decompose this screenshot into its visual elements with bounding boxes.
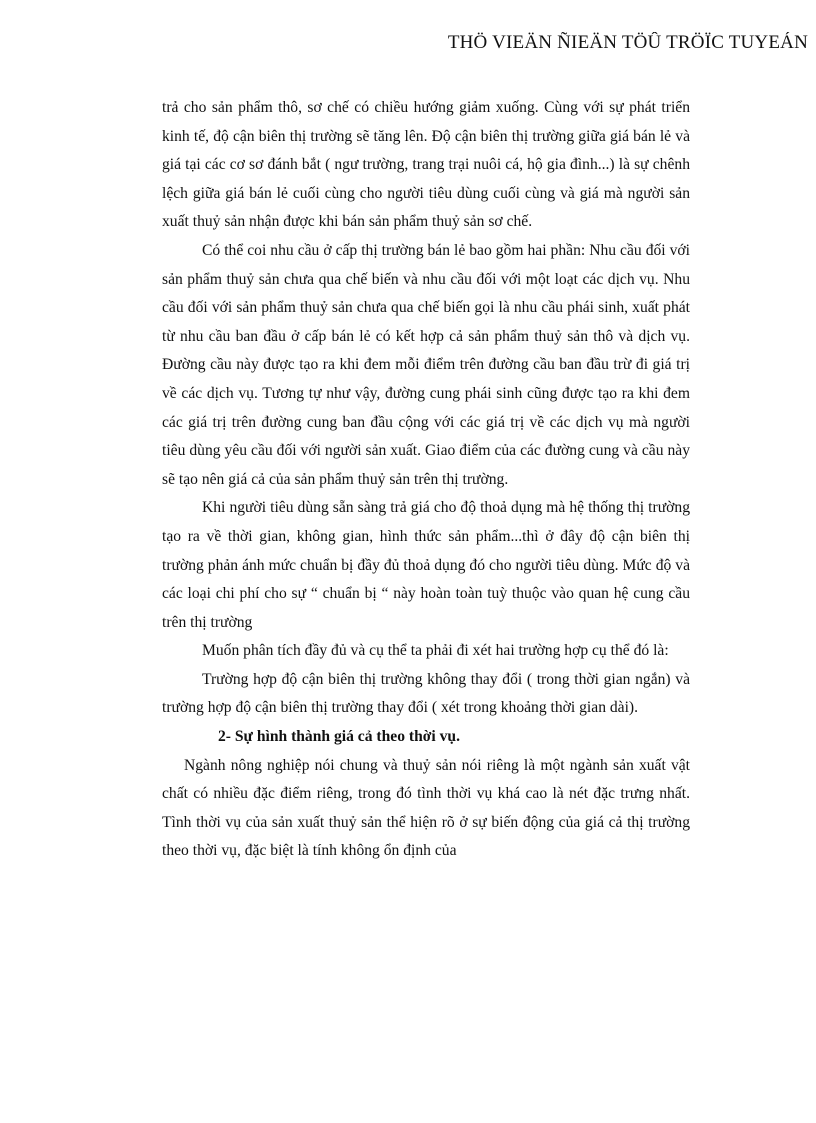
document-body bbox=[162, 94, 690, 866]
paragraph-analysis-intro: Muốn phân tích đầy đủ và cụ thể ta phải đi xét hai trường hợp cụ thể đó là: bbox=[202, 642, 669, 660]
paragraph-continuation: trả cho sản phẩm thô, sơ chế có chiều hướng giảm xuống. Cùng với sự phát triển kinh tế, độ cận biên thị trường sẽ tăng lên. Độ cận biên thị trường giữa giá bán lẻ và giá tại các cơ sơ đánh bắt ( ngư trường, trang trại nuôi cá, hộ gia đình...) là sự chênh lệch giữa giá bán lẻ cuối cùng cho người tiêu dùng cuối cùng và giá mà người sản xuất thuỷ sản nhận được khi bán sản phẩm thuỷ sản sơ chế. bbox=[162, 99, 690, 231]
paragraph-consumer-utility: Khi người tiêu dùng sẵn sàng trả giá cho độ thoả dụng mà hệ thống thị trường tạo ra về thời gian, không gian, hình thức sản phẩm...thì ở đây độ cận biên thị trường phản ánh mức chuẩn bị đầy đủ thoả dụng đó cho người tiêu dùng. Mức độ và các loại chi phí cho sự “ chuẩn bị “ này hoàn toàn tuỳ thuộc vào quan hệ cung cầu trên thị trường bbox=[162, 499, 690, 631]
paragraph-seasonality: Ngành nông nghiệp nói chung và thuỷ sản nói riêng là một ngành sản xuất vật chất có nhiều đặc điểm riêng, trong đó tình thời vụ khá cao là nét đặc trưng nhất. Tình thời vụ của sản xuất thuỷ sản thể hiện rõ ở sự biến động của giá cả thị trường theo thời vụ, đặc biệt là tính không ổn định của bbox=[162, 756, 690, 860]
page-header: THÖ VIEÄN ÑIEÄN TÖÛ TRÖÏC TUYEÁN bbox=[447, 32, 808, 53]
section-heading: 2- Sự hình thành giá cả theo thời vụ. bbox=[218, 728, 460, 746]
paragraph-demand-retail: Có thể coi nhu cầu ở cấp thị trường bán lẻ bao gồm hai phần: Nhu cầu đối với sản phẩm thuỷ sản chưa qua chế biến và nhu cầu đối với một loạt các dịch vụ. Nhu cầu đối với sản phẩm thuỷ sản chưa qua chế biến gọi là nhu cầu phái sinh, xuất phát từ nhu cầu ban đầu ở cấp bán lẻ có kết hợp cả sản phẩm thuỷ sản thô và dịch vụ. Đường cầu này được tạo ra khi đem mỗi điểm trên đường cầu ban đầu trừ đi giá trị về các dịch vụ. Tương tự như vậy, đường cung phái sinh cũng được tạo ra khi đem các giá trị trên đường cung ban đầu cộng với các giá trị về các dịch vụ mà người tiêu dùng yêu cầu đối với người sản xuất. Giao điểm của các đường cung và cầu này sẽ tạo nên giá cả của sản phẩm thuỷ sản trên thị trường. bbox=[162, 241, 690, 488]
paragraph-two-cases: Trường hợp độ cận biên thị trường không thay đổi ( trong thời gian ngắn) và trường hợp độ cận biên thị trường thay đổi ( xét trong khoảng thời gian dài). bbox=[162, 670, 690, 717]
